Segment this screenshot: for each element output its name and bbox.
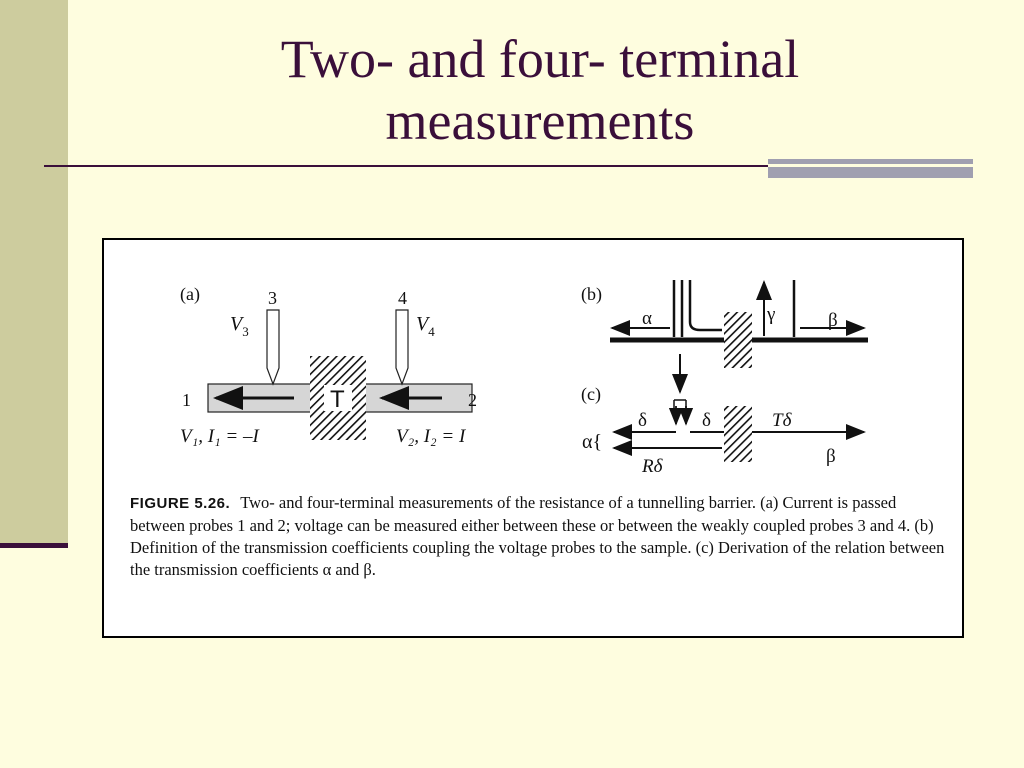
probe-4-number: 4 — [398, 288, 407, 308]
title-accent-bar-top — [768, 159, 973, 164]
right-terminal-equation: V₂, I₂ = I — [396, 426, 466, 447]
panel-c — [581, 354, 864, 477]
title-line-1: Two- and four- terminal — [280, 29, 800, 89]
caption-label: FIGURE 5.26. — [130, 495, 231, 512]
barrier-label: T — [330, 386, 345, 413]
title-underline — [44, 165, 768, 167]
barrier-b — [724, 312, 752, 368]
slide-title — [60, 28, 1020, 152]
beta-label-b: β — [828, 310, 838, 331]
figure-5-26 — [102, 238, 964, 638]
left-band-rule — [0, 543, 68, 548]
panel-b-label: (b) — [581, 284, 602, 304]
panel-a-label: (a) — [180, 284, 200, 304]
t-delta-label: Tδ — [772, 410, 792, 431]
title-line-2: measurements — [385, 91, 695, 151]
v3-subscript: 3 — [242, 324, 249, 339]
v4-subscript: 4 — [428, 324, 435, 339]
delta-right: δ — [702, 410, 711, 431]
gamma-label: γ — [767, 304, 776, 325]
caption-text: Two- and four-terminal measurements of the resistance of a tunnelling barrier. (a) Current is passed between probes 1 and 2; voltage can be measured either between these or between the weakly coupled probes 3 and 4. (b) Definition of the transmission coefficients coupling the voltage probes to the sample. (c) Derivation of the relation between the transmission coefficients α and β. — [130, 493, 945, 579]
alpha-label-b: α — [642, 308, 652, 329]
left-terminal-equation: V₁, I₁ = –I — [180, 426, 259, 447]
probe-4 — [396, 310, 408, 384]
barrier-c — [724, 406, 752, 462]
figure-caption — [130, 492, 950, 581]
probe-3-number: 3 — [268, 288, 277, 308]
probe-3 — [267, 310, 279, 384]
panel-a — [180, 284, 477, 447]
v3-symbol: V — [230, 313, 243, 335]
left-decor-band — [0, 0, 68, 545]
r-delta-label: Rδ — [642, 456, 663, 477]
beta-label-c: β — [826, 446, 836, 467]
delta-left: δ — [638, 410, 647, 431]
panel-c-label: (c) — [581, 384, 601, 404]
v3-label — [230, 313, 249, 339]
v4-label — [416, 313, 435, 339]
lead-2-label: 2 — [468, 390, 477, 410]
panel-b — [581, 280, 868, 368]
alpha-brace-label: α{ — [582, 431, 603, 453]
probe-lead-curve — [690, 280, 722, 330]
v4-symbol: V — [416, 313, 429, 335]
title-accent-bar — [768, 167, 973, 178]
lead-1-label: 1 — [182, 390, 191, 410]
